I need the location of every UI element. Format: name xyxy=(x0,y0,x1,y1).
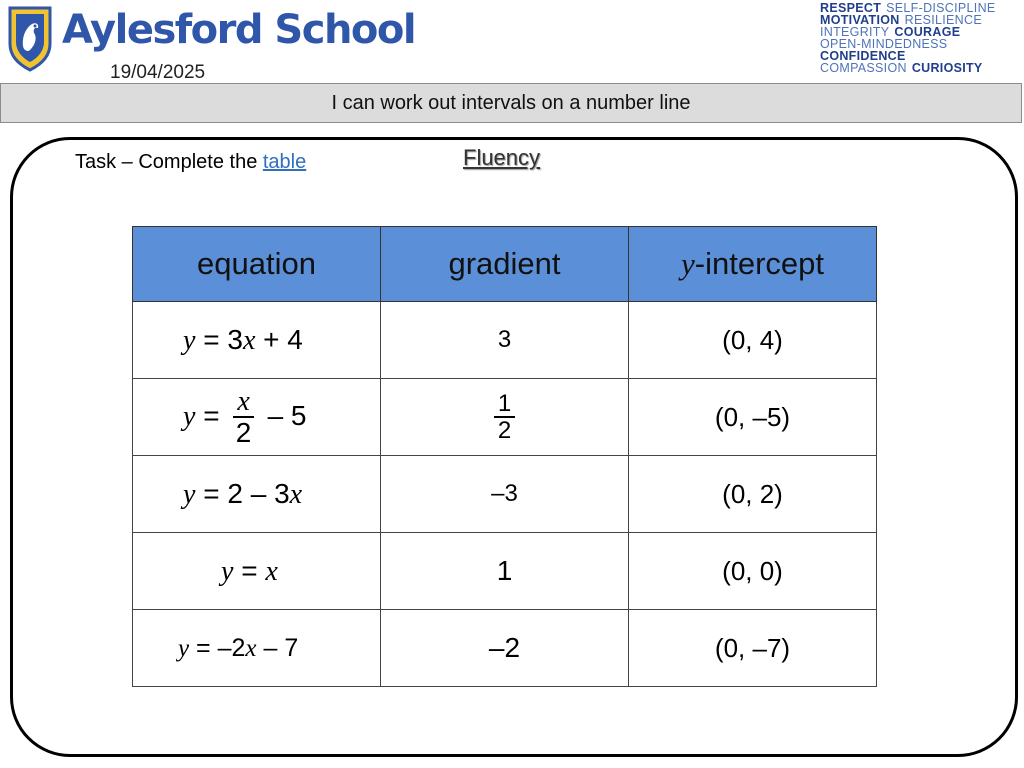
fraction-denominator: 2 xyxy=(497,417,512,444)
eq-var-x: x xyxy=(245,634,257,662)
gradient-cell[interactable] xyxy=(381,379,629,456)
intercept-var: y xyxy=(681,246,695,281)
table-row xyxy=(133,456,877,533)
eq-fraction xyxy=(233,387,253,448)
gradient-cell[interactable]: –3 xyxy=(381,456,629,533)
value-word: MOTIVATION xyxy=(820,13,900,27)
eq-coef: 3 xyxy=(227,323,243,355)
eq-var-y: y xyxy=(183,400,196,432)
table-link[interactable]: table xyxy=(262,151,307,173)
school-values xyxy=(820,2,1020,74)
eq-var-y: y xyxy=(221,555,234,587)
equation-cell xyxy=(133,456,381,533)
gradient-cell[interactable]: 3 xyxy=(381,302,629,379)
learning-objective: I can work out intervals on a number line xyxy=(331,91,691,114)
learning-objective-bar xyxy=(0,83,1022,123)
intercept-cell[interactable]: (0, 0) xyxy=(629,533,877,610)
equation-cell xyxy=(133,533,381,610)
eq-sign: = –2 xyxy=(189,633,246,662)
task-instruction xyxy=(75,151,306,174)
eq-var-y: y xyxy=(183,324,196,356)
intercept-cell[interactable]: (0, –5) xyxy=(629,379,877,456)
table-row xyxy=(133,302,877,379)
intercept-label: -intercept xyxy=(694,246,824,281)
fluency-label: Fluency xyxy=(463,145,541,170)
task-text: Task – Complete the xyxy=(75,151,263,173)
value-word: SELF-DISCIPLINE xyxy=(886,1,996,15)
value-word: COURAGE xyxy=(894,25,961,39)
values-row xyxy=(820,62,1020,74)
table-row xyxy=(133,533,877,610)
value-word: INTEGRITY xyxy=(820,25,890,39)
eq-sign: = xyxy=(195,477,228,509)
value-word: RESILIENCE xyxy=(904,13,982,27)
eq-var-y: y xyxy=(183,478,196,510)
fraction-numerator: x xyxy=(237,385,250,417)
value-word: OPEN-MINDEDNESS xyxy=(820,37,948,51)
gradient-cell[interactable]: –2 xyxy=(381,610,629,687)
header-equation: equation xyxy=(133,227,381,302)
eq-sign: = xyxy=(195,399,228,431)
eq-sign: = xyxy=(233,554,266,586)
table-header-row xyxy=(133,227,877,302)
eq-var-x: x xyxy=(242,324,256,356)
school-name: Aylesford School xyxy=(62,7,416,53)
eq-rest: – 7 xyxy=(256,633,299,662)
intercept-cell[interactable]: (0, –7) xyxy=(629,610,877,687)
table-row xyxy=(133,610,877,687)
equation-cell xyxy=(133,610,381,687)
value-word: RESPECT xyxy=(820,1,882,15)
school-crest-icon xyxy=(8,6,52,72)
gradient-intercept-table xyxy=(132,226,877,687)
gradient-fraction xyxy=(494,391,515,443)
eq-rest: + 4 xyxy=(255,323,303,355)
header-intercept xyxy=(629,227,877,302)
eq-coef: 2 – 3 xyxy=(227,477,290,509)
value-word: CONFIDENCE xyxy=(820,49,906,63)
eq-var-y: y xyxy=(178,634,190,662)
gradient-cell[interactable]: 1 xyxy=(381,533,629,610)
equation-cell xyxy=(133,302,381,379)
fraction-numerator: 1 xyxy=(497,389,512,417)
value-word: COMPASSION xyxy=(820,61,907,75)
intercept-cell[interactable]: (0, 4) xyxy=(629,302,877,379)
eq-rest: – 5 xyxy=(259,399,307,431)
lesson-date: 19/04/2025 xyxy=(110,62,206,83)
intercept-cell[interactable]: (0, 2) xyxy=(629,456,877,533)
fraction-denominator: 2 xyxy=(235,417,252,448)
eq-sign: = xyxy=(195,323,228,355)
equation-cell xyxy=(133,379,381,456)
eq-var-x: x xyxy=(265,555,278,587)
value-word: CURIOSITY xyxy=(911,61,983,75)
table-row xyxy=(133,379,877,456)
eq-var-x: x xyxy=(289,478,303,510)
header-gradient: gradient xyxy=(381,227,629,302)
